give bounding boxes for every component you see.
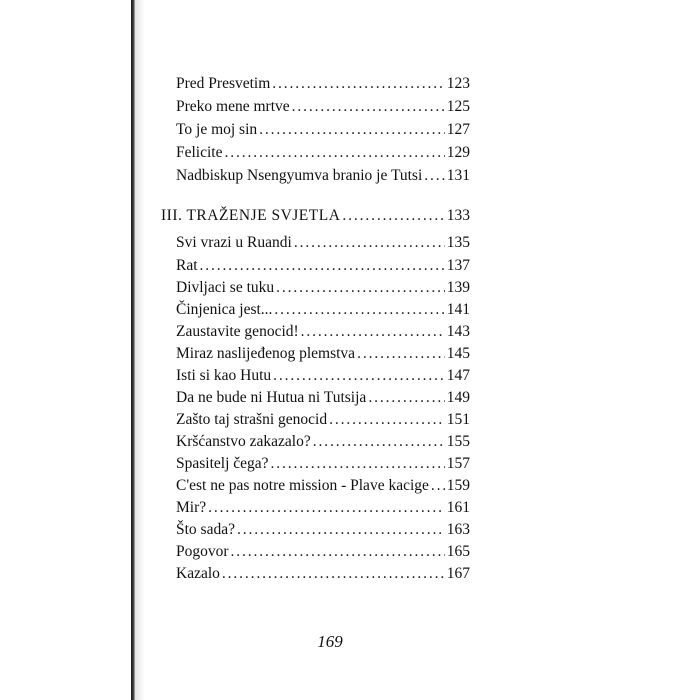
toc-entry (176, 543, 470, 565)
toc-entry (176, 121, 470, 143)
dot-leader (273, 367, 445, 385)
page-number: 169 (317, 632, 343, 651)
toc-entry-page: 151 (446, 411, 470, 428)
toc-entry-title: Što sada? (176, 521, 235, 538)
toc-entry-page: 167 (446, 565, 470, 582)
toc-entry-page: 131 (446, 167, 470, 184)
toc-entry-title: Mir? (176, 499, 207, 516)
toc-entry (176, 301, 470, 323)
toc-entry-title: Miraz naslijeđenog plemstva (176, 345, 356, 362)
toc-entry-page: 139 (446, 279, 470, 296)
dot-leader (237, 521, 445, 539)
toc-entry-title: Nadbiskup Nsengyumva branio je Tutsi (176, 167, 423, 184)
dot-leader (271, 455, 445, 473)
toc-entry-title: Da ne bude ni Hutua ni Tutsija (176, 389, 367, 406)
toc-entry (176, 389, 470, 411)
toc-entry-title: Divljaci se tuku (176, 279, 275, 296)
dot-leader (208, 499, 445, 517)
dot-leader (272, 75, 444, 93)
toc-entry-page: 165 (446, 543, 470, 560)
toc-entry-title: Preko mene mrtve (176, 98, 290, 115)
toc-entry-page: 125 (446, 98, 470, 115)
toc-entry-title: C'est ne pas notre mission - Plave kacige (176, 477, 429, 494)
toc-section-heading (161, 207, 470, 229)
toc-entry-page: 155 (446, 433, 470, 450)
dot-leader (368, 389, 444, 407)
toc-entry-page: 147 (446, 367, 470, 384)
toc-entry-title: Felicite (176, 144, 223, 161)
dot-leader (342, 207, 444, 225)
toc-entry-title: Kazalo (176, 565, 220, 582)
toc-entry-page: 127 (446, 121, 470, 138)
toc-entry (176, 411, 470, 433)
dot-leader (431, 477, 445, 495)
dot-leader (231, 543, 445, 561)
toc-entry-title: To je moj sin (176, 121, 258, 138)
toc-entry-title: Pred Presvetim (176, 75, 271, 92)
toc-entry-title: Svi vrazi u Ruandi (176, 234, 292, 251)
toc-entry (176, 279, 470, 301)
dot-leader (329, 411, 445, 429)
dot-leader (424, 167, 444, 185)
toc-entry (176, 234, 470, 256)
toc-entry-title: Zaustavite genocid! (176, 323, 299, 340)
toc-entry-page: 163 (446, 521, 470, 538)
dot-leader (200, 257, 445, 275)
toc-entry-title: Činjenica jest... (176, 301, 273, 318)
toc-entry-page: 123 (446, 75, 470, 92)
section-title: III. TRAŽENJE SVJETLA (161, 207, 341, 224)
toc-entry-page: 157 (446, 455, 470, 472)
toc-entry-page: 149 (446, 389, 470, 406)
toc-entry (176, 565, 470, 587)
toc-entry (176, 499, 470, 521)
toc-entry-page: 137 (446, 257, 470, 274)
toc-entry (176, 98, 470, 120)
toc-entry-title: Spasitelj čega? (176, 455, 269, 472)
toc-entry-page: 159 (446, 477, 470, 494)
toc-entry (176, 455, 470, 477)
dot-leader (294, 234, 445, 252)
dot-leader (357, 345, 445, 363)
toc-entry-page: 161 (446, 499, 470, 516)
toc-entry-page: 145 (446, 345, 470, 362)
toc-entry (176, 75, 470, 97)
toc-entry-page: 129 (446, 144, 470, 161)
toc-entry-title: Isti si kao Hutu (176, 367, 272, 384)
dot-leader (274, 301, 444, 319)
toc-entry-page: 141 (446, 301, 470, 318)
toc-entry (176, 433, 470, 455)
dot-leader (259, 121, 445, 139)
toc-entry (176, 477, 470, 499)
toc-entry (176, 323, 470, 345)
toc-entry-title: Zašto taj strašni genocid (176, 411, 328, 428)
toc-entry (176, 521, 470, 543)
dot-leader (222, 565, 445, 583)
toc-entry (176, 144, 470, 166)
dot-leader (301, 323, 445, 341)
toc-entry (176, 345, 470, 367)
toc-entry-title: Pogovor (176, 543, 229, 560)
dot-leader (313, 433, 445, 451)
toc-entry (176, 257, 470, 279)
toc-entry-title: Rat (176, 257, 198, 274)
section-page: 133 (446, 207, 470, 224)
dot-leader (225, 144, 445, 162)
toc-entry (176, 367, 470, 389)
dot-leader (276, 279, 445, 297)
dot-leader (292, 98, 445, 116)
toc-entry-page: 135 (446, 234, 470, 251)
toc-entry-page: 143 (446, 323, 470, 340)
toc-entry-title: Kršćanstvo zakazalo? (176, 433, 311, 450)
toc-entry (176, 167, 470, 189)
